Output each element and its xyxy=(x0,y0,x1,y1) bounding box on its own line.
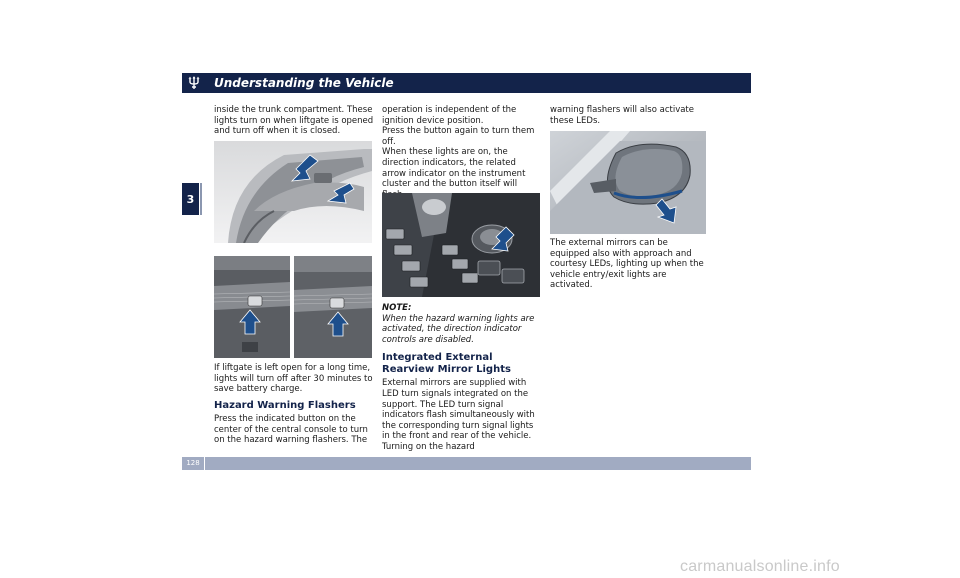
mirror-led-image xyxy=(550,131,706,234)
note-label: NOTE: xyxy=(382,303,412,313)
trunk-light-left-image xyxy=(214,256,290,358)
hazard-continued-text: operation is independent of the ignition device position. xyxy=(382,105,517,126)
chapter-tab: 3 xyxy=(182,183,199,215)
mirror-continued-text: warning flashers will also activate these LEDs. xyxy=(550,105,694,126)
hazard-text: Press the indicated button on the center of the central console to turn on the hazard warning flashers. The xyxy=(214,414,368,446)
flash-description-text: When these lights are on, the direction indicators, the related arrow indicator on the instrument cluster and the button itself will xyxy=(382,147,526,190)
footer-bar xyxy=(182,457,751,470)
mirror-caption-block xyxy=(550,238,710,291)
column-1 xyxy=(214,105,374,137)
trunk-light-right-image xyxy=(294,256,372,358)
mirror-lights-heading: Integrated External Rearview Mirror Lights xyxy=(382,352,511,375)
trunk-intro-text: inside the trunk compartment. These lights turn on when liftgate is opened and turn off when it is closed. xyxy=(214,105,374,137)
hazard-button-console-image xyxy=(382,193,540,297)
page-title: Understanding the Vehicle xyxy=(214,76,394,90)
column-2 xyxy=(382,105,542,200)
column-3 xyxy=(550,105,710,126)
mirror-caption-text: The external mirrors can be equipped also with approach and courtesy LEDs, lighting up when the vehicle entry/exit lights are activated. xyxy=(550,238,704,291)
page-number: 128 xyxy=(182,457,205,470)
note-text: When the hazard warning lights are activated, the direction indicator controls are disabled. xyxy=(382,313,535,345)
liftgate-lights-image xyxy=(214,141,372,243)
trident-logo-icon xyxy=(182,73,206,93)
chapter-tab-divider xyxy=(200,183,202,215)
liftgate-timeout-text: If liftgate is left open for a long time, lights will turn off after 30 minutes to save battery charge. xyxy=(214,363,373,395)
hazard-heading: Hazard Warning Flashers xyxy=(214,399,356,411)
liftgate-note-block xyxy=(214,363,374,446)
note-block xyxy=(382,303,542,453)
watermark: carmanualsonline.info xyxy=(680,558,840,575)
mirror-lights-text: External mirrors are supplied with LED turn signals integrated on the support. The LED turn signal indicators flash simultaneously with the corresponding turn signal lights in the front and rear of the vehicle. Turning on the hazard xyxy=(382,378,535,452)
press-again-text: Press the button again to turn them off. xyxy=(382,126,535,147)
